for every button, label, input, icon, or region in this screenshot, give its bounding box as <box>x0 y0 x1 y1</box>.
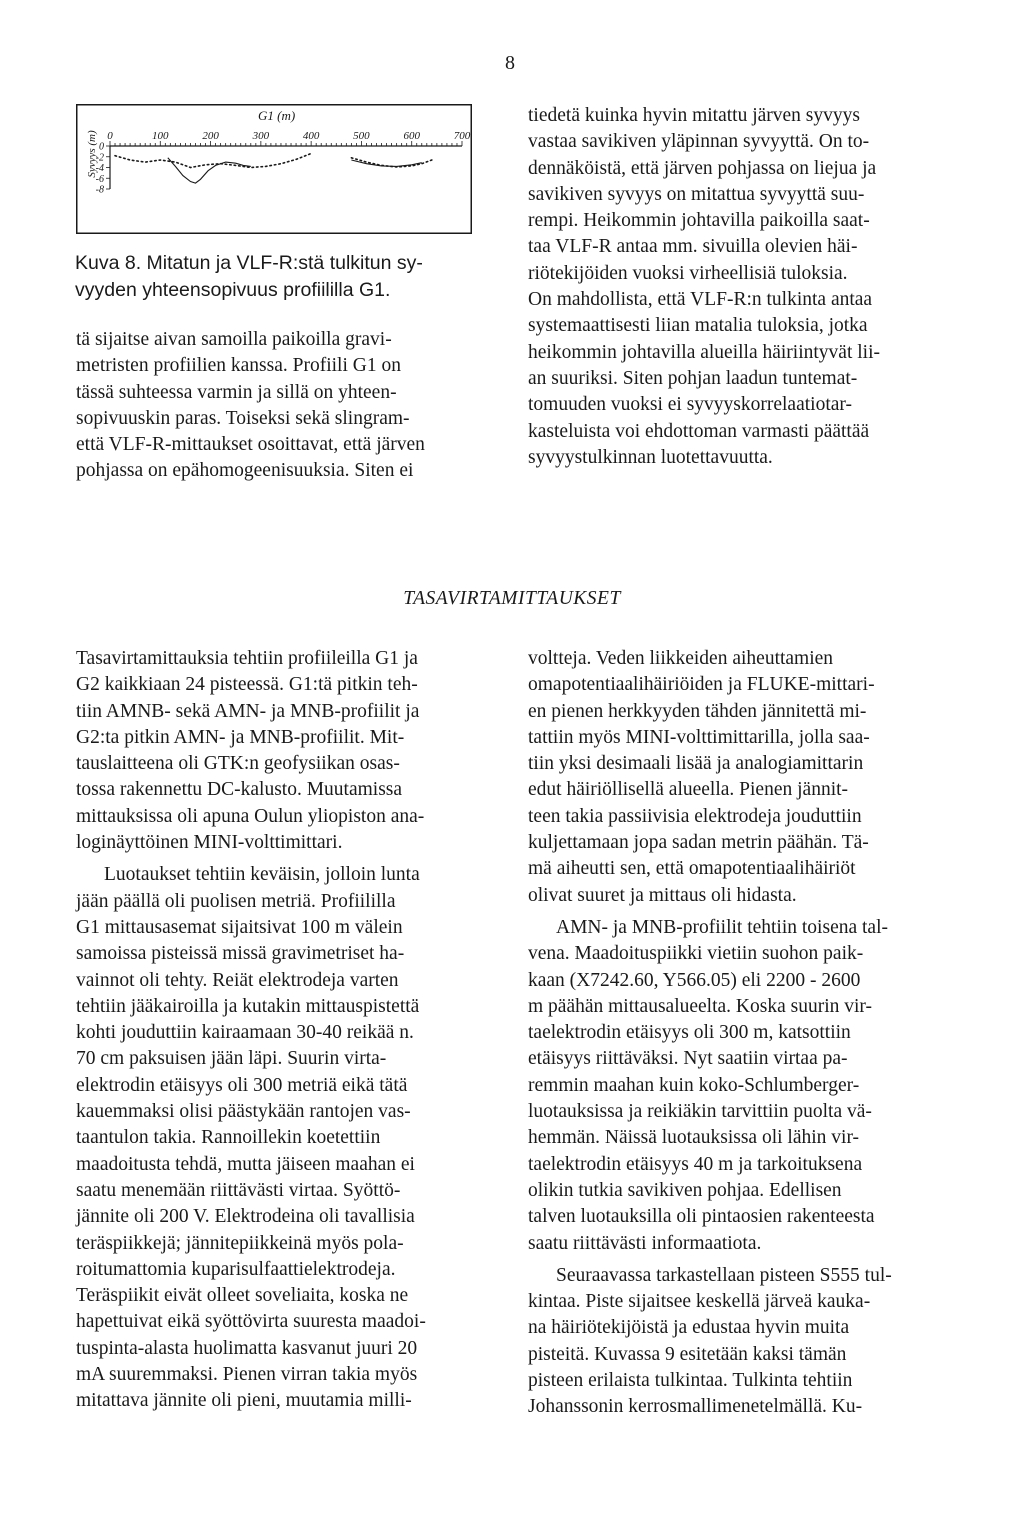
text-line: pisteitä. Kuvassa 9 esitetään kaksi tämän <box>528 1343 847 1365</box>
measured-depth-line-1 <box>115 154 311 168</box>
text-line: G2:ta pitkin AMN- ja MNB-profiilit. Mit- <box>76 726 405 748</box>
text-line: taelektrodin etäisyys 40 m ja tarkoituksena <box>528 1153 863 1175</box>
text-line: hemmän. Näissä luotauksissa oli lähin vir- <box>528 1127 860 1149</box>
text-line: teräspiikkejä; jännitepiikkeinä myös pola- <box>76 1232 404 1254</box>
text-line: elektrodin etäisyys oli 300 metriä eikä tätä <box>76 1074 408 1096</box>
text-line: AMN- ja MNB-profiilit tehtiin toisena tal- <box>556 916 888 938</box>
x-tick-label: 0 <box>107 130 113 142</box>
text-line: mä aiheutti sen, että omapotentiaalihäiriöt <box>528 858 856 880</box>
text-line: saatu menemään riittävästi virtaa. Syöttö- <box>76 1179 401 1201</box>
text-line: Tasavirtamittauksia tehtiin profiileilla G1 ja <box>76 648 418 669</box>
text-line: heikommin johtavilla alueilla häiriintyvät lii- <box>528 341 880 363</box>
x-tick-label: 200 <box>202 130 219 142</box>
text-line: jännite oli 200 V. Elektrodeina oli tavallisia <box>76 1206 415 1228</box>
text-line: roitumattomia kuparisulfaattielektrodeja. <box>76 1258 396 1280</box>
text-line: sopivuuskin paras. Toiseksi sekä slingram- <box>76 407 410 429</box>
text-line: hapettuivat eikä syöttövirta suuresta maadoi- <box>76 1311 426 1333</box>
text-line: tehtiin jääkairoilla ja kutakin mittauspistettä <box>76 995 420 1017</box>
text-line: remmin maahan kuin koko-Schlumberger- <box>528 1074 860 1096</box>
x-tick-label: 400 <box>302 130 320 142</box>
text-line: voltteja. Veden liikkeiden aiheuttamien <box>528 648 834 669</box>
caption-line: vyyden yhteensopivuus profiililla G1. <box>75 279 391 301</box>
text-line: tomuuden vuoksi ei syvyyskorrelaatiotar- <box>528 394 852 416</box>
text-line: Teräspiikit eivät olleet soveliaita, koska ne <box>76 1285 409 1307</box>
text-line: Johanssonin kerrosmallimenetelmällä. Ku- <box>528 1396 863 1418</box>
text-line: edut häiriöllisellä alueella. Pienen jännit- <box>528 779 849 801</box>
text-line: vainnot oli tehty. Reiät elektrodeja varten <box>76 969 399 991</box>
text-line: kintaa. Piste sijaitsee keskellä järveä kauka- <box>528 1291 871 1313</box>
text-line: teen takia passiivisia elektrodeja jouduttiin <box>528 805 862 827</box>
section-heading: TASAVIRTAMITTAUKSET <box>403 588 621 609</box>
text-line: G2 kaikkiaan 24 pisteessä. G1:tä pitkin teh- <box>76 674 418 696</box>
text-line: että VLF-R-mittaukset osoittavat, että järven <box>76 434 425 456</box>
figure-frame <box>77 105 472 234</box>
text-line: mitattava jännite oli pieni, muutamia milli- <box>76 1390 412 1412</box>
depth-profile-figure <box>76 104 472 234</box>
column-left-top <box>76 327 474 485</box>
text-line: kuljettamaan jopa sadan metrin päähän. Tä- <box>528 832 869 854</box>
paragraph <box>528 103 924 471</box>
text-line: taa VLF-R antaa mm. sivuilla olevien häi- <box>528 236 858 258</box>
text-line: pisteen erilaista tulkintaa. Tulkinta tehtiin <box>528 1370 853 1392</box>
text-line: tiin AMNB- sekä AMN- ja MNB-profiilit ja <box>76 700 420 722</box>
x-tick-label: 300 <box>252 130 270 142</box>
text-line: vena. Maadoituspiikki vietiin suohon paik- <box>528 943 864 965</box>
text-line: tiedetä kuinka hyvin mitattu järven syvyys <box>528 105 860 126</box>
text-line: kauemmaksi olisi päästykään rantojen vas- <box>76 1101 411 1123</box>
text-line: maadoitusta tehdä, mutta jäiseen maahan ei <box>76 1153 415 1175</box>
text-line: kohti jouduttiin kairaamaan 30-40 reikää n. <box>76 1022 414 1044</box>
figure-caption <box>75 250 475 304</box>
figure-title: G1 (m) <box>258 108 296 123</box>
text-line: talven luotauksilla oli pintaosien rakenteesta <box>528 1206 875 1228</box>
text-line: m päähän mittausalueelta. Koska suurin vir- <box>528 995 873 1017</box>
text-line: metristen profiilien kanssa. Profiili G1 on <box>76 355 401 377</box>
text-line: kasteluista voi ehdottoman varmasti päättää <box>528 420 870 442</box>
text-line: saatu riittävästi informaatiota. <box>528 1232 762 1254</box>
caption-line: Kuva 8. Mitatun ja VLF-R:stä tulkitun sy- <box>75 252 423 274</box>
text-line: luotauksissa ja reikiäkin tarvittiin puolta vä- <box>528 1101 872 1123</box>
paragraph <box>528 915 924 1257</box>
text-line: syvyystulkinnan luotettavuutta. <box>528 446 773 468</box>
text-line: en pienen herkkyyden tähden jännitettä mi- <box>528 700 867 722</box>
text-line: dennäköistä, että järven pohjassa on liejua ja <box>528 157 877 179</box>
y-tick-label: -2 <box>95 152 104 164</box>
text-line: omapotentiaalihäiriöiden ja FLUKE-mittari- <box>528 674 875 696</box>
y-tick-label: -8 <box>95 184 104 196</box>
text-line: G1 mittausasemat sijaitsivat 100 m välein <box>76 916 403 938</box>
text-line: tossa rakennettu DC-kalusto. Muutamissa <box>76 779 403 801</box>
text-line: rempi. Heikommin johtavilla paikoilla saat- <box>528 210 870 232</box>
y-tick-label: -6 <box>95 173 104 185</box>
paragraph <box>528 646 924 909</box>
text-line: On mahdollista, että VLF-R:n tulkinta antaa <box>528 289 873 311</box>
x-tick-label: 100 <box>152 130 169 142</box>
vlf-depth-line-0 <box>168 158 251 183</box>
text-line: 70 cm paksuisen jään läpi. Suurin virta- <box>76 1048 387 1070</box>
text-line: savikiven syvyys on mitattua syvyyttä suu- <box>528 183 865 205</box>
text-line: vastaa savikiven yläpinnan syvyyttä. On to- <box>528 131 870 153</box>
paragraph <box>76 327 474 485</box>
text-line: taantulon takia. Rannoillekin koetettiin <box>76 1127 381 1149</box>
text-line: systemaattisesti liian matalia tuloksia, jotka <box>528 315 868 337</box>
column-right-bottom <box>528 646 924 1421</box>
page-number: 8 <box>505 52 515 74</box>
text-line: Seuraavassa tarkastellaan pisteen S555 tul- <box>556 1264 892 1286</box>
text-line: Luotaukset tehtiin keväisin, jolloin lunta <box>104 864 420 886</box>
column-right-top <box>528 103 924 471</box>
text-line: taelektrodin etäisyys oli 300 m, katsottiin <box>528 1022 851 1044</box>
y-tick-label: -4 <box>95 163 104 174</box>
text-line: an suuriksi. Siten pohjan laadun tuntemat- <box>528 367 858 389</box>
text-line: olivat suuret ja mittaus oli hidasta. <box>528 884 797 906</box>
y-tick-label: 0 <box>99 141 104 153</box>
text-line: tässä suhteessa varmin ja sillä on yhteen- <box>76 381 397 403</box>
x-tick-label: 600 <box>403 130 420 142</box>
text-line: kaan (X7242.60, Y566.05) eli 2200 - 2600 <box>528 969 861 991</box>
text-line: riötekijöiden vuoksi virheellisiä tuloksia. <box>528 262 848 284</box>
text-line: tiin yksi desimaali lisää ja analogiamittarin <box>528 753 864 775</box>
text-line: mittauksissa oli apuna Oulun yliopiston ana- <box>76 805 425 827</box>
text-line: tattiin myös MINI-volttimittarilla, jolla saa- <box>528 726 870 748</box>
text-line: tuspinta-alasta huolimatta kasvanut juuri 20 <box>76 1337 418 1359</box>
column-left-bottom <box>76 646 474 1415</box>
text-line: mA suuremmaksi. Pienen virran takia myös <box>76 1364 418 1386</box>
x-tick-label: 700 <box>453 130 471 142</box>
x-tick-label: 500 <box>353 130 370 142</box>
text-line: pohjassa on epähomogeenisuuksia. Siten ei <box>76 460 414 482</box>
text-line: etäisyys riittäväksi. Nyt saatiin virtaa pa- <box>528 1048 848 1070</box>
text-line: tä sijaitse aivan samoilla paikoilla gravi- <box>76 329 392 350</box>
paragraph <box>76 646 474 856</box>
text-line: na häiriötekijöistä ja edustaa hyvin muita <box>528 1317 850 1339</box>
text-line: tauslaitteena oli GTK:n geofysiikan osas- <box>76 753 400 775</box>
text-line: olikin tutkia savikiven pohjaa. Edellisen <box>528 1179 842 1201</box>
paragraph <box>528 1263 924 1421</box>
text-line: samoissa pisteissä missä gravimetriset ha- <box>76 943 405 965</box>
text-line: loginäyttöinen MINI-volttimittari. <box>76 832 343 854</box>
paragraph <box>76 862 474 1414</box>
text-line: jään päällä oli puolisen metriä. Profiililla <box>76 890 396 912</box>
figure-ylabel: Syvyys (m) <box>86 130 98 178</box>
